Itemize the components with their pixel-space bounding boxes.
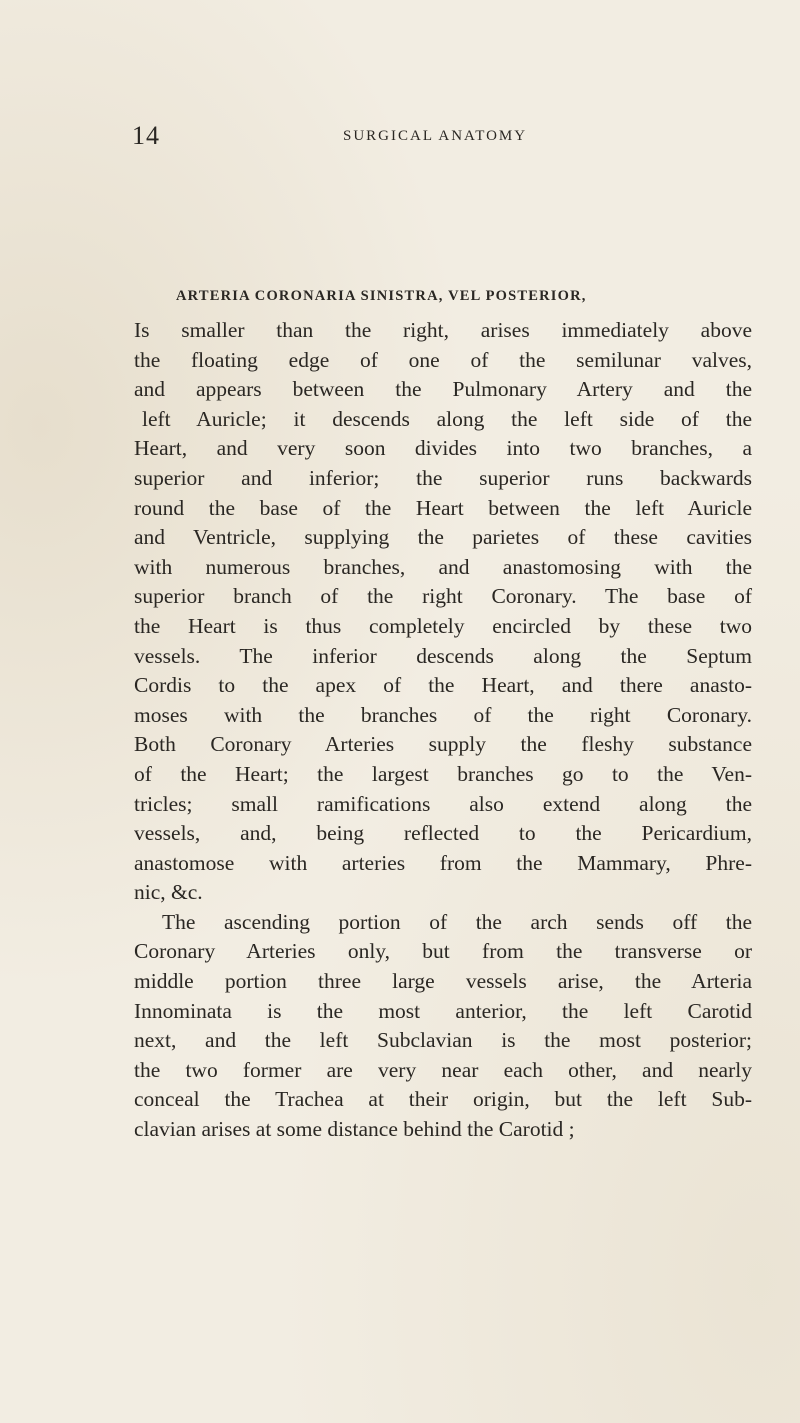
text-line: of the Heart; the largest branches go to the Ven- [134,761,752,786]
text-line: clavian arises at some distance behind the Carotid ; [134,1117,575,1142]
text-line: Coronary Arteries only, but from the transverse or [134,939,752,964]
text-line: the Heart is thus completely encircled by these two [134,613,752,638]
text-line: moses with the branches of the right Coronary. [134,702,752,727]
text-line: left Auricle; it descends along the left side of the [142,406,752,431]
running-head [0,121,800,151]
body-text [134,316,752,1145]
text-line: superior branch of the right Coronary. The base of [134,584,752,609]
text-line: the two former are very near each other, and nearly [134,1057,752,1082]
text-line: Is smaller than the right, arises immediately above [134,318,752,342]
text-line: tricles; small ramifications also extend along the [134,791,752,816]
text-line: anastomose with arteries from the Mammary, Phre- [134,850,752,875]
text-line: the floating edge of one of the semilunar valves, [134,347,752,372]
text-line: Innominata is the most anterior, the left Carotid [134,998,752,1023]
paragraph-2 [134,908,752,1145]
text-line: The ascending portion of the arch sends off the [162,909,752,934]
paragraph-1 [134,316,752,908]
page-number: 14 [132,121,160,150]
text-line: vessels. The inferior descends along the Septum [134,643,752,668]
text-line: vessels, and, being reflected to the Pericardium, [134,821,752,846]
text-line: and Ventricle, supplying the parietes of these cavities [134,525,752,550]
text-line: superior and inferior; the superior runs backwards [134,465,752,490]
text-line: nic, &c. [134,880,203,905]
running-title: SURGICAL ANATOMY [343,128,528,144]
text-line: conceal the Trachea at their origin, but the left Sub- [134,1087,752,1112]
text-line: with numerous branches, and anastomosing with the [134,554,752,579]
text-line: round the base of the Heart between the left Auricle [134,495,752,520]
text-line: next, and the left Subclavian is the most posterior; [134,1028,752,1053]
text-line: and appears between the Pulmonary Artery and the [134,377,752,402]
text-line: Cordis to the apex of the Heart, and there anasto- [134,673,752,698]
text-line: Heart, and very soon divides into two branches, a [134,436,752,461]
text-line: Both Coronary Arteries supply the fleshy substance [134,732,752,757]
text-line: middle portion three large vessels arise, the Arteria [134,969,752,994]
section-heading: ARTERIA CORONARIA SINISTRA, VEL POSTERIOR, [176,288,587,304]
